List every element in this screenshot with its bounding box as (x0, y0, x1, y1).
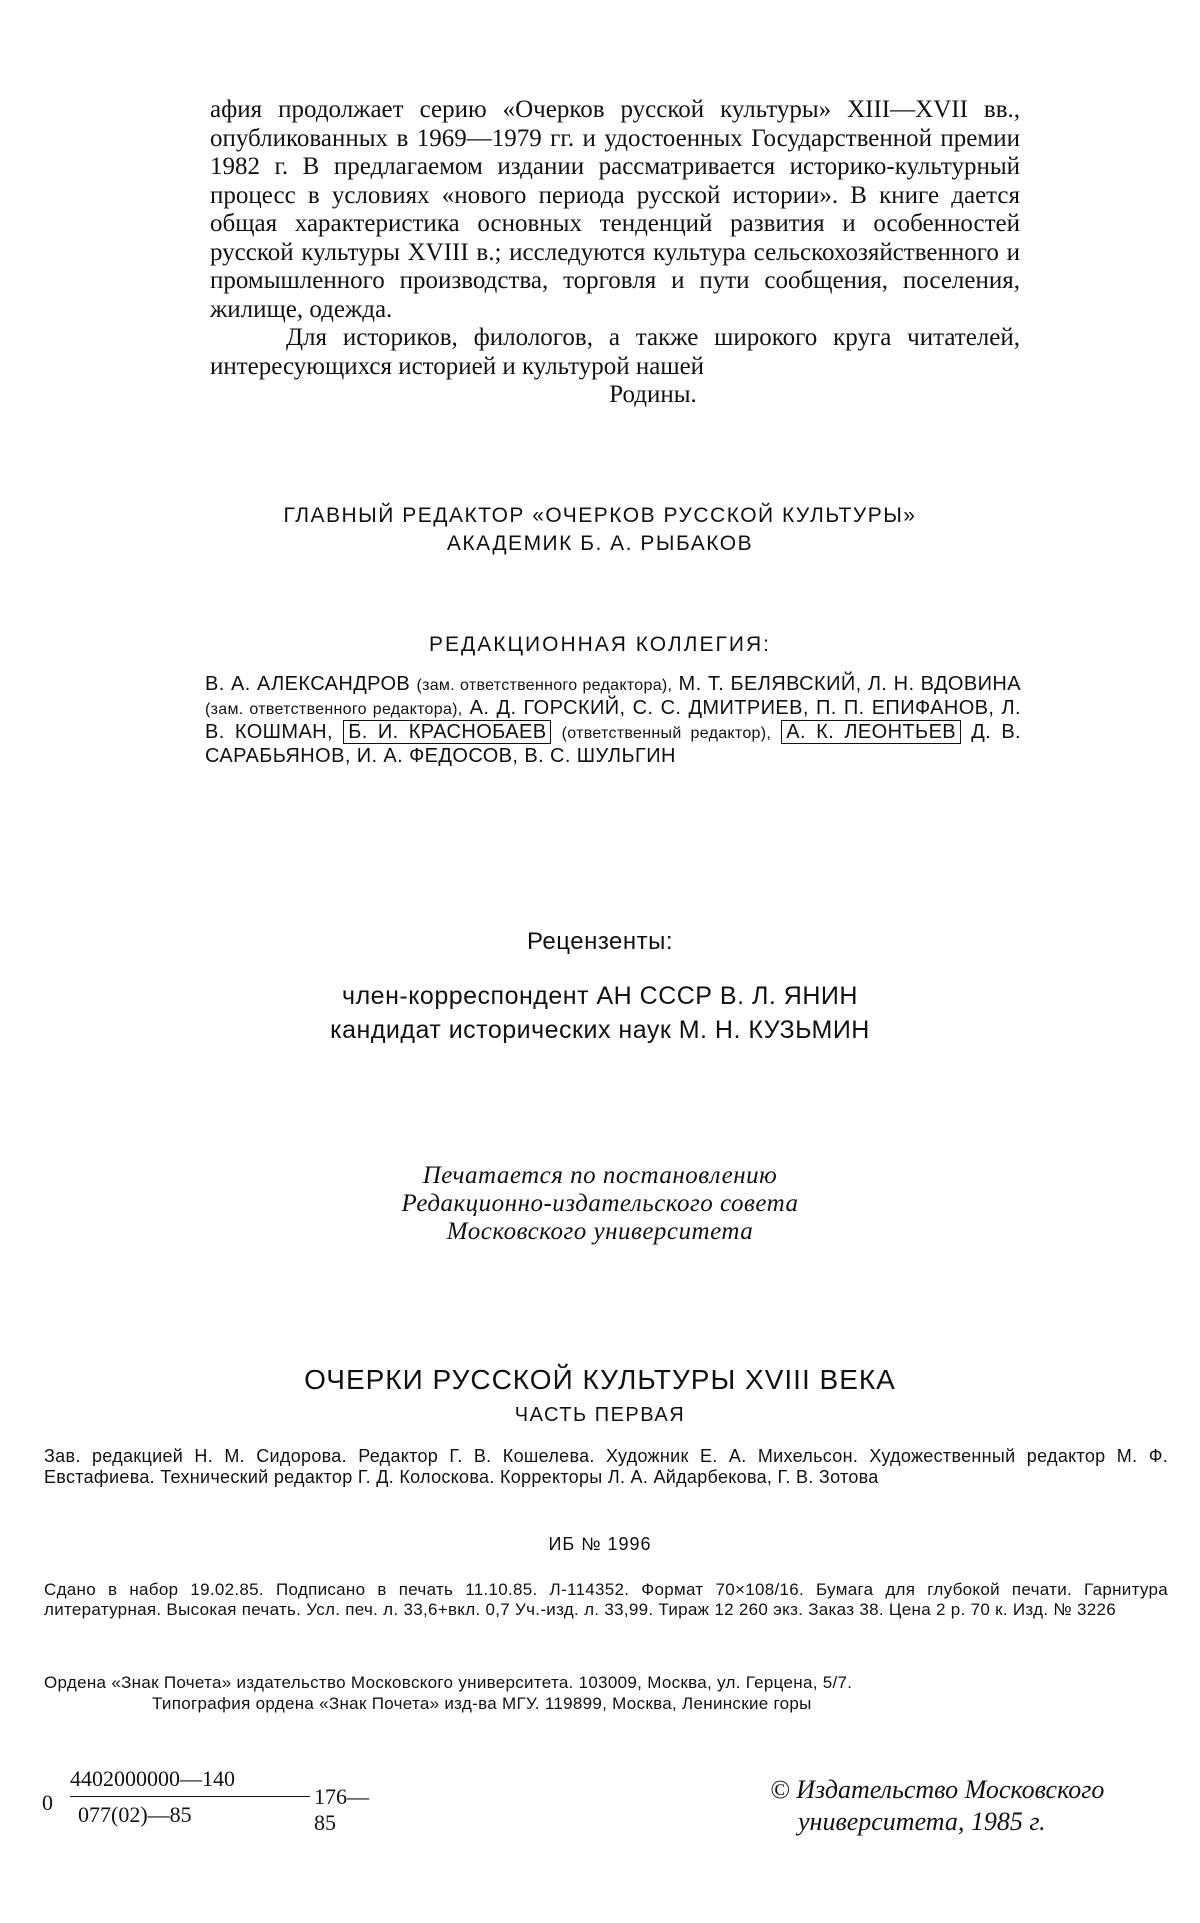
reviewer: кандидат исторических наук М. Н. КУЗЬМИН (330, 1016, 870, 1044)
book-part: ЧАСТЬ ПЕРВАЯ (514, 1404, 686, 1426)
staff-credits: Зав. редакцией Н. М. Сидорова. Редактор Г. В. Кошелева. Художник Е. А. Михельсон. Художественный редактор М. Ф. Евстафиева. Технический редактор Г. Д. Колоскова. Корректоры Л. А. Айдарбекова, Г. В. Зотова (44, 1446, 1168, 1487)
board-role-note: (зам. ответственного редактора), (205, 701, 463, 718)
printing-house-line: Типография ордена «Знак Почета» изд-ва МГУ. 119899, Москва, Ленинские горы (152, 1694, 812, 1713)
board-member-framed: А. К. ЛЕОНТЬЕВ (781, 720, 961, 744)
ib-number: ИБ № 1996 (548, 1534, 652, 1554)
decree-line: Печатается по постановлению (422, 1162, 778, 1189)
index-tail: 176—85 (314, 1784, 369, 1835)
annotation-audience-text: Для историков, филологов, а также широкого круга читателей, интересующихся историей и культурой нашей (210, 324, 1020, 380)
editor-in-chief-name: АКАДЕМИК Б. А. РЫБАКОВ (446, 532, 754, 555)
book-title: ОЧЕРКИ РУССКОЙ КУЛЬТУРЫ XVIII ВЕКА (304, 1364, 896, 1395)
board-member: М. Т. БЕЛЯВСКИЙ, Л. Н. ВДОВИНА (678, 673, 1021, 695)
decree-line: Московского университета (446, 1218, 754, 1245)
editor-in-chief (180, 502, 1020, 558)
publisher-line: Ордена «Знак Почета» издательство Московского университета. 103009, Москва, ул. Герцена, 5/7. (44, 1673, 853, 1692)
reviewer: член-корреспондент АН СССР В. Л. ЯНИН (342, 982, 858, 1010)
publisher-info (44, 1672, 1168, 1714)
annotation-paragraph: афия продолжает серию «Очерков русской культуры» XIII—XVII вв., опубликованных в 1969—1979 гг. и удостоенных Государственной премии 1982 г. В предлагаемом издании рассматривается историко-культурный процесс в условиях «нового периода русской истории». В книге дается общая характеристика основных тенденций развития и особенностей русской культуры XVIII в.; исследуются культура сельскохозяйственного и промышленного производства, торговля и пути сообщения, поселения, жилище, одежда. (210, 96, 1020, 323)
board-member: Д. В. САРАБЬЯНОВ, И. А. ФЕДОСОВ, В. С. ШУЛЬГИН (205, 721, 1022, 767)
board-member: А. Д. ГОРСКИЙ, С. С. ДМИТРИЕВ, П. П. ЕПИФАНОВ, Л. В. КОШМАН, (205, 697, 1021, 743)
copyright (770, 1774, 1170, 1838)
decree-line: Редакционно-издательского совета (401, 1190, 799, 1217)
annotation-audience (210, 324, 1020, 410)
reviewers-heading: Рецензенты: (526, 928, 674, 955)
board-role-note: (зам. ответственного редактора), (416, 677, 673, 694)
publication-decree (180, 1162, 1020, 1246)
index-denominator: 077(02)—85 (78, 1802, 192, 1827)
editorial-board-members (205, 673, 1021, 767)
editorial-board-heading: РЕДАКЦИОННАЯ КОЛЛЕГИЯ: (429, 633, 771, 656)
copyright-line: © Издательство Московского (770, 1775, 1105, 1804)
index-numerator: 4402000000—140 (70, 1766, 235, 1791)
catalog-index-code (42, 1766, 382, 1846)
annotation-audience-end: Родины. (609, 381, 697, 408)
index-lead: 0 (42, 1790, 53, 1815)
board-role-note: (ответственный редактор), (561, 725, 772, 742)
print-info: Сдано в набор 19.02.85. Подписано в печать 11.10.85. Л-114352. Формат 70×108/16. Бумага для глубокой печати. Гарнитура литературная. Высокая печать. Усл. печ. л. 33,6+вкл. 0,7 Уч.-изд. л. 33,99. Тираж 12 260 экз. Заказ 38. Цена 2 р. 70 к. Изд. № 3226 (44, 1580, 1168, 1619)
editor-in-chief-title: ГЛАВНЫЙ РЕДАКТОР «ОЧЕРКОВ РУССКОЙ КУЛЬТУРЫ» (283, 504, 917, 527)
copyright-line: университета, 1985 г. (798, 1807, 1046, 1836)
board-member-framed: Б. И. КРАСНОБАЕВ (343, 720, 551, 744)
fraction-rule (70, 1796, 310, 1797)
annotation (210, 96, 1020, 410)
board-member: В. А. АЛЕКСАНДРОВ (205, 673, 411, 695)
